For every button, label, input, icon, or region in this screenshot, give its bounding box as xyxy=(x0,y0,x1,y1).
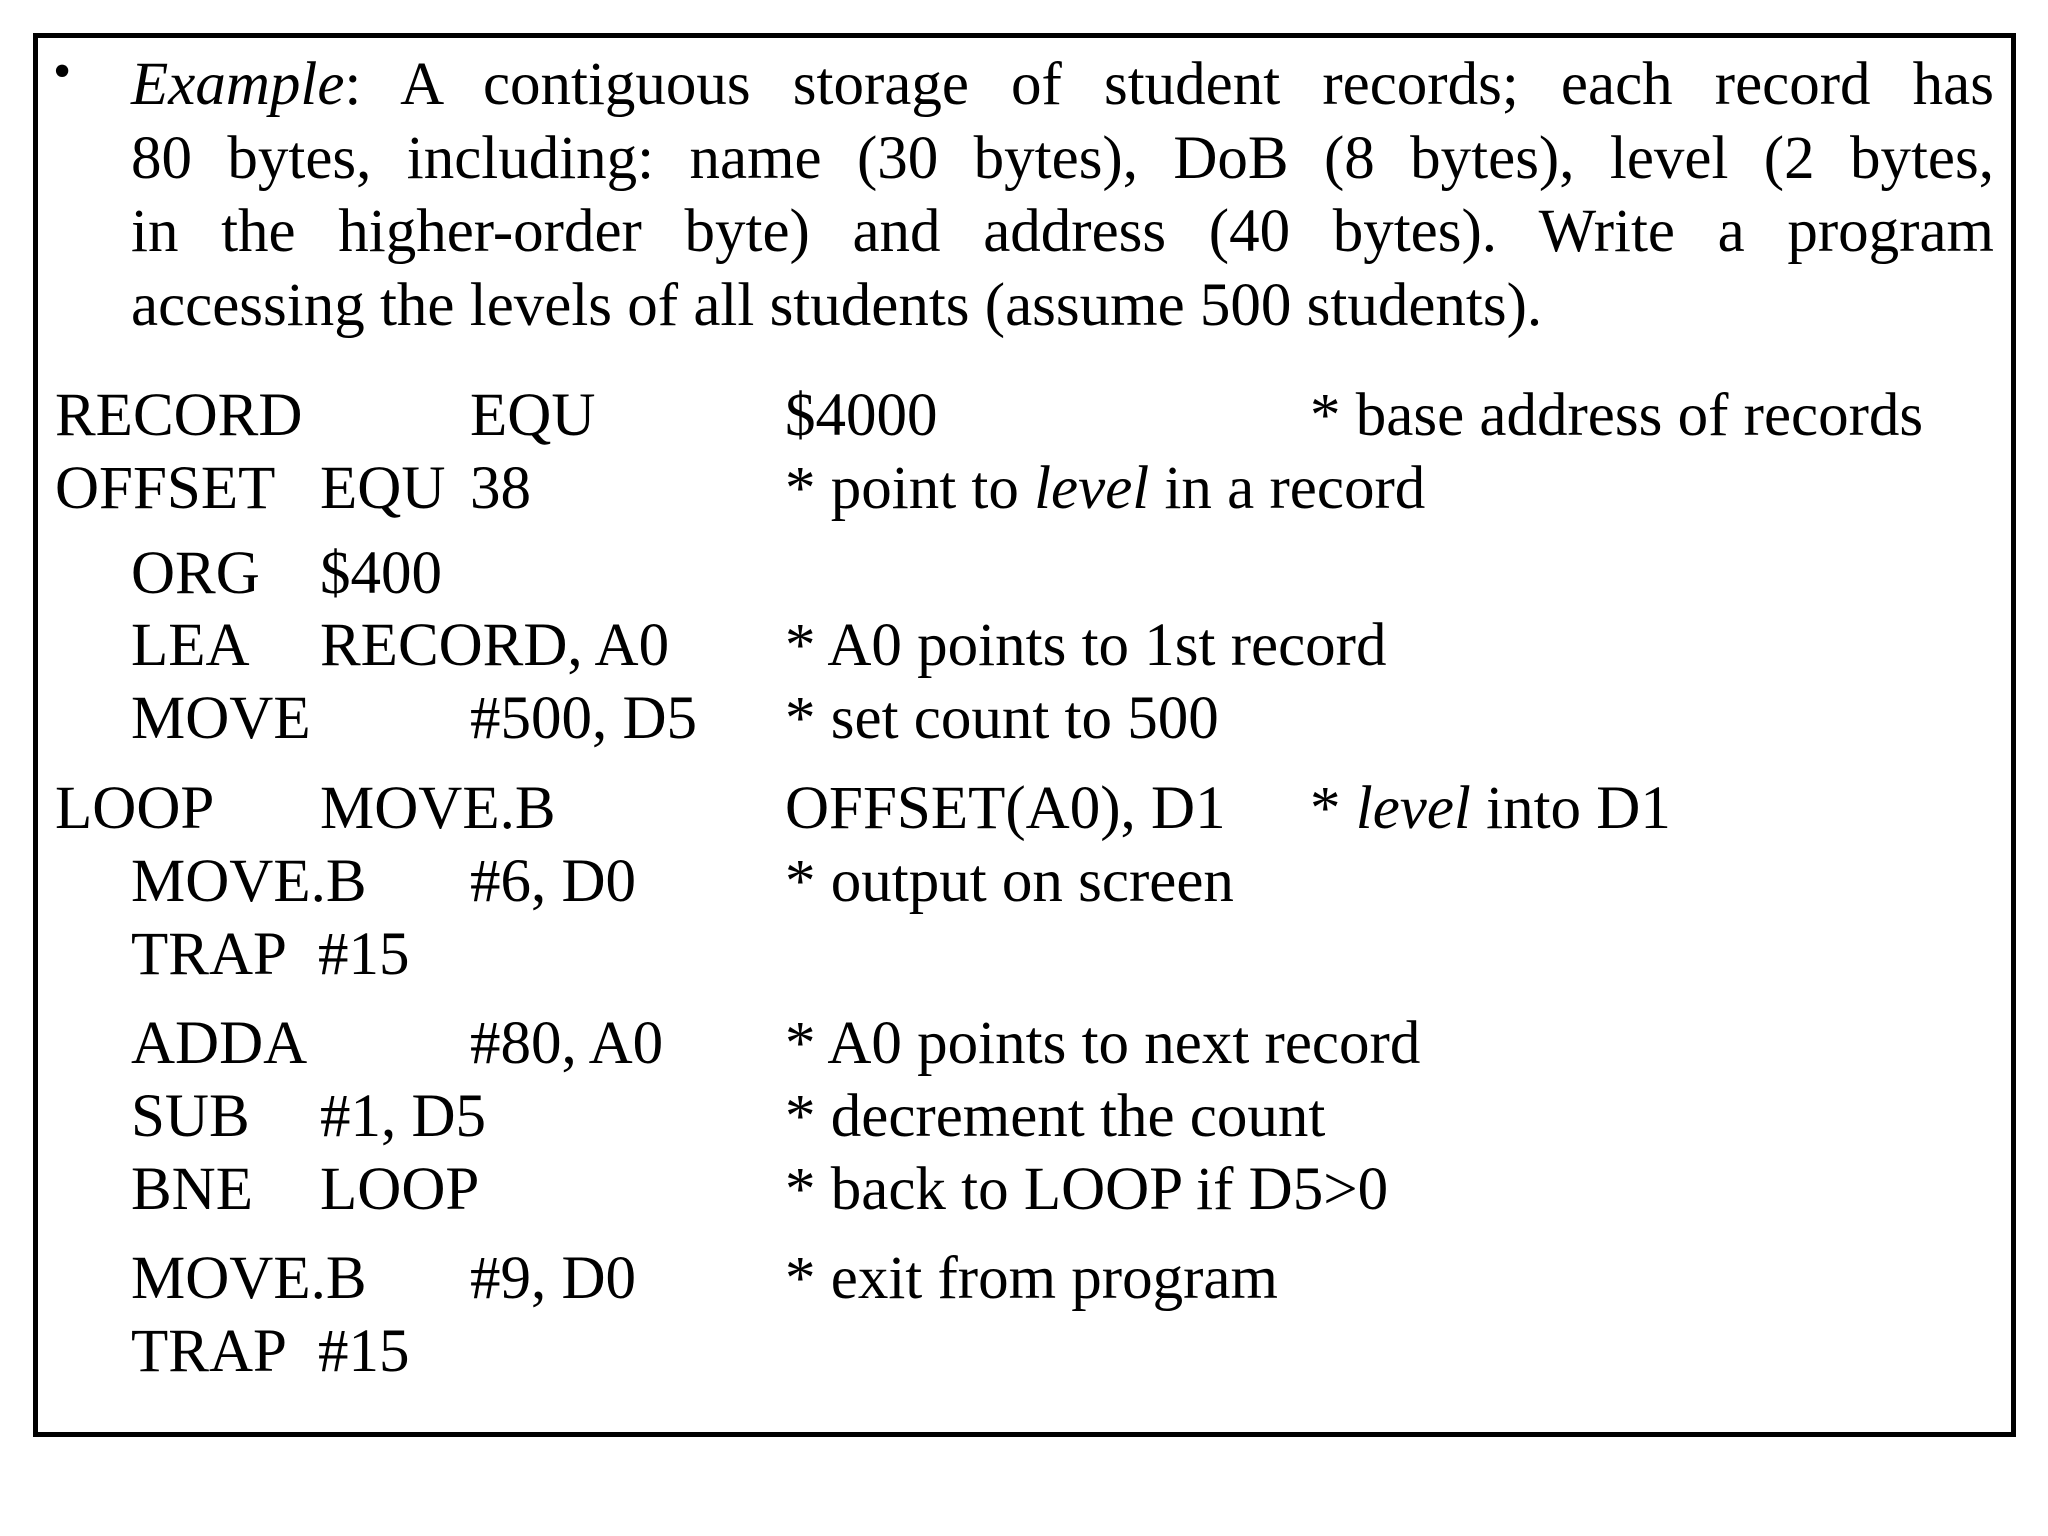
code-op-moveb9: MOVE.B xyxy=(131,1245,367,1312)
code-operand-sub: #1, D5 xyxy=(320,1083,487,1150)
code-op-org: ORG xyxy=(131,540,260,607)
code-op-move: MOVE xyxy=(131,685,311,752)
code-op-trap2: TRAP xyxy=(131,1318,287,1385)
code-comment-moveb9: * exit from program xyxy=(785,1245,1278,1312)
code-op-adda: ADDA xyxy=(131,1010,308,1077)
code-op-offset: EQU xyxy=(320,455,446,522)
code-comment-loop: * level into D1 xyxy=(1310,775,1671,842)
code-label-offset: OFFSET xyxy=(55,455,276,522)
code-comment-lea: * A0 points to 1st record xyxy=(785,612,1387,679)
code-comment-adda: * A0 points to next record xyxy=(785,1010,1421,1077)
code-comment-offset: * point to level in a record xyxy=(785,455,1426,522)
code-op-lea: LEA xyxy=(131,612,250,679)
code-operand-bne: LOOP xyxy=(320,1156,480,1223)
bullet-marker: • xyxy=(53,43,72,100)
example-label: Example xyxy=(131,51,345,118)
code-comment-record: * base address of records xyxy=(1310,382,1924,449)
code-operand-loop: OFFSET(A0), D1 xyxy=(785,775,1226,842)
code-operand-moveb6: #6, D0 xyxy=(470,848,637,915)
code-operand-trap2: #15 xyxy=(318,1318,410,1385)
example-line-1: : A contiguous storage of student records; each record has xyxy=(344,51,1994,118)
code-operand-move: #500, D5 xyxy=(470,685,698,752)
code-operand-moveb9: #9, D0 xyxy=(470,1245,637,1312)
code-operand-org: $400 xyxy=(320,540,442,607)
code-op-sub: SUB xyxy=(131,1083,250,1150)
code-op-bne: BNE xyxy=(131,1156,253,1223)
example-paragraph xyxy=(131,48,1994,342)
code-comment-moveb6: * output on screen xyxy=(785,848,1234,915)
example-line-4: accessing the levels of all students (assume 500 students). xyxy=(131,271,1543,339)
code-op-moveb6: MOVE.B xyxy=(131,848,367,915)
code-op-loop: MOVE.B xyxy=(320,775,556,842)
code-op-record: EQU xyxy=(470,382,596,449)
code-operand-lea: RECORD, A0 xyxy=(320,612,670,679)
code-comment-bne: * back to LOOP if D5>0 xyxy=(785,1156,1389,1223)
code-operand-adda: #80, A0 xyxy=(470,1010,664,1077)
example-line-2: 80 bytes, including: name (30 bytes), DoB (8 bytes), level (2 bytes, xyxy=(131,124,1994,192)
code-operand-trap1: #15 xyxy=(318,921,410,988)
code-operand-offset: 38 xyxy=(470,455,531,522)
code-comment-sub: * decrement the count xyxy=(785,1083,1326,1150)
code-comment-move: * set count to 500 xyxy=(785,685,1219,752)
example-line-3: in the higher-order byte) and address (40 bytes). Write a program xyxy=(131,198,1994,265)
code-label-record: RECORD xyxy=(55,382,303,449)
code-label-loop: LOOP xyxy=(55,775,215,842)
code-operand-record: $4000 xyxy=(785,382,938,449)
code-op-trap1: TRAP xyxy=(131,921,287,988)
